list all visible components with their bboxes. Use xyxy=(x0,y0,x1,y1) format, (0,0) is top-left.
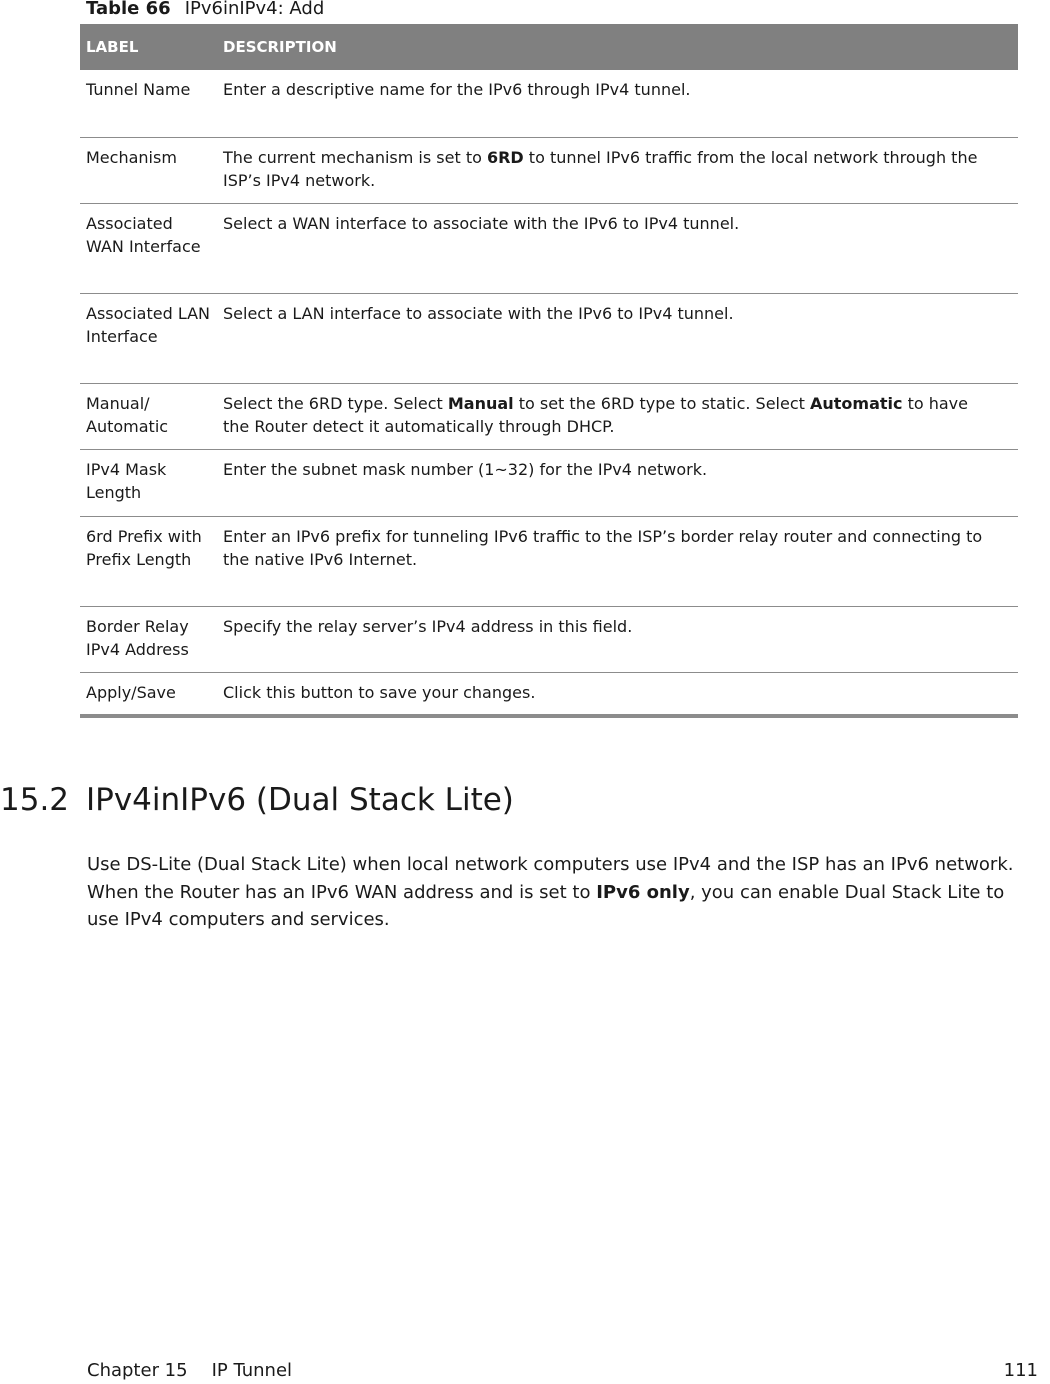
section-title: IPv4inIPv6 (Dual Stack Lite) xyxy=(86,782,514,818)
table-row xyxy=(80,449,1018,516)
table-number: Table 66 xyxy=(86,0,171,19)
row-label: 6rd Prefix with Prefix Length xyxy=(80,516,217,606)
page-number: 111 xyxy=(1003,1360,1038,1381)
table-header-row xyxy=(80,24,1018,70)
table-row xyxy=(80,293,1018,383)
section-paragraph: Use DS-Lite (Dual Stack Lite) when local network computers use IPv4 and the ISP has an IPv6 network. When the Router has an IPv6 WAN address and is set to IPv6 only, you can enable Dual Stack Lite to use IPv4 computers and services. xyxy=(87,854,1014,930)
table-row xyxy=(80,203,1018,293)
table-row xyxy=(80,516,1018,606)
section-heading xyxy=(0,778,514,822)
row-description: Enter a descriptive name for the IPv6 through IPv4 tunnel. xyxy=(217,70,1018,137)
row-description: Select a LAN interface to associate with the IPv6 to IPv4 tunnel. xyxy=(217,293,1018,383)
row-label: IPv4 Mask Length xyxy=(80,449,217,516)
row-label: Mechanism xyxy=(80,137,217,203)
footer-chapter-number: Chapter 15 xyxy=(87,1360,188,1381)
row-label: Manual/ Automatic xyxy=(80,383,217,449)
row-label: Border Relay IPv4 Address xyxy=(80,606,217,672)
table-caption xyxy=(86,0,324,21)
section-number: 15.2 xyxy=(0,782,70,818)
row-label: Associated LAN Interface xyxy=(80,293,217,383)
footer-chapter-title: IP Tunnel xyxy=(211,1360,293,1381)
ipv6inipv4-add-table xyxy=(80,24,1018,718)
table-row xyxy=(80,137,1018,203)
row-description: Specify the relay server’s IPv4 address in this field. xyxy=(217,606,1018,672)
row-description: Select the 6RD type. Select Manual to set the 6RD type to static. Select Automatic to have the Router detect it automatically through DHCP. xyxy=(217,383,1018,449)
row-description: Enter the subnet mask number (1~32) for the IPv4 network. xyxy=(217,449,1018,516)
row-label: Tunnel Name xyxy=(80,70,217,137)
row-description: Select a WAN interface to associate with the IPv6 to IPv4 tunnel. xyxy=(217,203,1018,293)
footer-chapter xyxy=(87,1358,292,1384)
row-label: Apply/Save xyxy=(80,672,217,716)
table-title: IPv6inIPv4: Add xyxy=(184,0,325,19)
row-description: The current mechanism is set to 6RD to tunnel IPv6 traffic from the local network through the ISP’s IPv4 network. xyxy=(217,137,1018,203)
table-row xyxy=(80,672,1018,716)
row-description: Click this button to save your changes. xyxy=(217,672,1018,716)
row-description: Enter an IPv6 prefix for tunneling IPv6 traffic to the ISP’s border relay router and connecting to the native IPv6 Internet. xyxy=(217,516,1018,606)
table-row xyxy=(80,70,1018,137)
header-label: LABEL xyxy=(80,24,217,70)
table-row xyxy=(80,606,1018,672)
header-description: DESCRIPTION xyxy=(217,24,1018,70)
table-row xyxy=(80,383,1018,449)
row-label: Associated WAN Interface xyxy=(80,203,217,293)
